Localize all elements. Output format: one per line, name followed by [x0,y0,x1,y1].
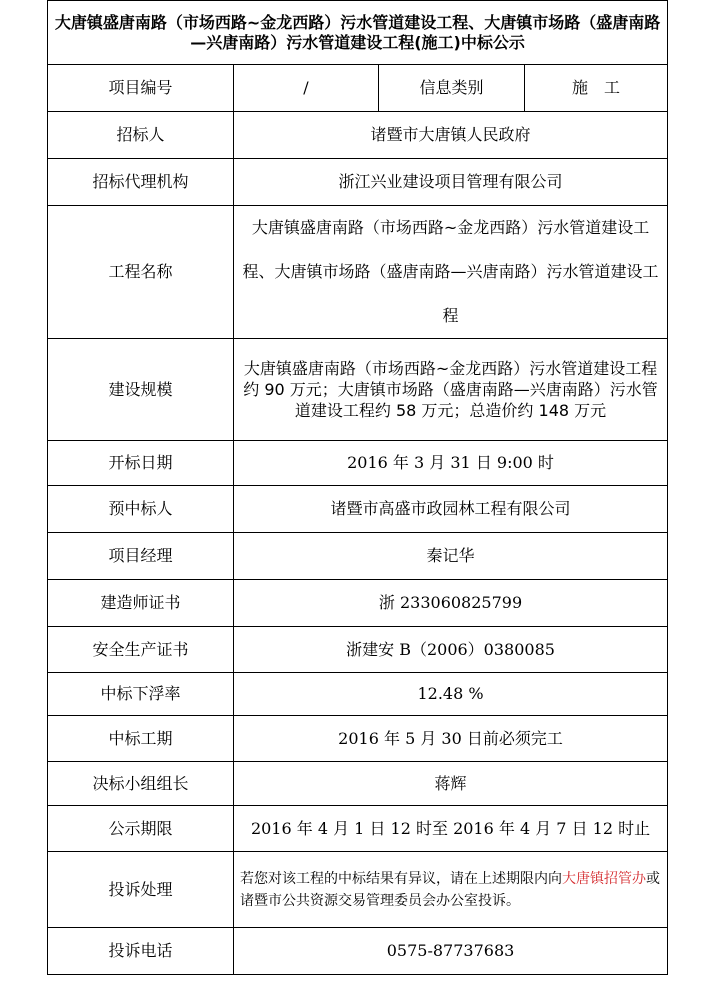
row-project-no [48,65,668,112]
row-manager [48,533,668,580]
label-phone: 投诉电话 [48,928,234,975]
label-project-name: 工程名称 [48,206,234,339]
label-opening-date: 开标日期 [48,441,234,486]
value-info-category: 施 工 [525,65,668,112]
value-opening-date: 2016 年 3 月 31 日 9:00 时 [234,441,668,486]
value-winner: 诸暨市高盛市政园林工程有限公司 [234,486,668,533]
label-project-no: 项目编号 [48,65,234,112]
value-certificate: 浙 233060825799 [234,580,668,627]
value-committee-head: 蒋辉 [234,762,668,806]
value-project-name: 大唐镇盛唐南路（市场西路~金龙西路）污水管道建设工程、大唐镇市场路（盛唐南路—兴唐南路）污水管道建设工程 [234,206,668,339]
label-certificate: 建造师证书 [48,580,234,627]
row-publicity [48,806,668,852]
value-complaint [234,852,668,928]
label-rate: 中标下浮率 [48,673,234,716]
row-agency [48,159,668,206]
row-complaint [48,852,668,928]
value-project-no: / [234,65,379,112]
value-agency: 浙江兴业建设项目管理有限公司 [234,159,668,206]
row-opening-date [48,441,668,486]
complaint-office-highlight: 大唐镇招管办 [562,870,646,887]
label-manager: 项目经理 [48,533,234,580]
label-agency: 招标代理机构 [48,159,234,206]
row-project-name [48,206,668,339]
row-committee-head [48,762,668,806]
value-tenderer: 诸暨市大唐镇人民政府 [234,112,668,159]
complaint-text-after: 或诸暨市公共资源交易管理委员会办公室投诉。 [240,870,660,909]
label-info-category: 信息类别 [379,65,525,112]
bid-notice-table [47,0,668,975]
label-committee-head: 决标小组组长 [48,762,234,806]
value-publicity: 2016 年 4 月 1 日 12 时至 2016 年 4 月 7 日 12 时止 [234,806,668,852]
value-safety-cert: 浙建安 B（2006）0380085 [234,627,668,673]
row-rate [48,673,668,716]
label-tenderer: 招标人 [48,112,234,159]
value-rate: 12.48 % [234,673,668,716]
value-phone: 0575-87737683 [234,928,668,975]
notice-title: 大唐镇盛唐南路（市场西路~金龙西路）污水管道建设工程、大唐镇市场路（盛唐南路—兴唐南路）污水管道建设工程(施工)中标公示 [48,1,668,65]
row-safety-cert [48,627,668,673]
row-scale [48,339,668,441]
row-period [48,716,668,762]
value-manager: 秦记华 [234,533,668,580]
label-period: 中标工期 [48,716,234,762]
label-winner: 预中标人 [48,486,234,533]
label-safety-cert: 安全生产证书 [48,627,234,673]
row-certificate [48,580,668,627]
complaint-text-before: 若您对该工程的中标结果有异议，请在上述期限内向 [240,870,562,887]
label-scale: 建设规模 [48,339,234,441]
row-phone [48,928,668,975]
row-winner [48,486,668,533]
value-scale: 大唐镇盛唐南路（市场西路~金龙西路）污水管道建设工程约 90 万元；大唐镇市场路（盛唐南路—兴唐南路）污水管道建设工程约 58 万元；总造价约 148 万元 [234,339,668,441]
label-publicity: 公示期限 [48,806,234,852]
row-tenderer [48,112,668,159]
value-period: 2016 年 5 月 30 日前必须完工 [234,716,668,762]
label-complaint: 投诉处理 [48,852,234,928]
